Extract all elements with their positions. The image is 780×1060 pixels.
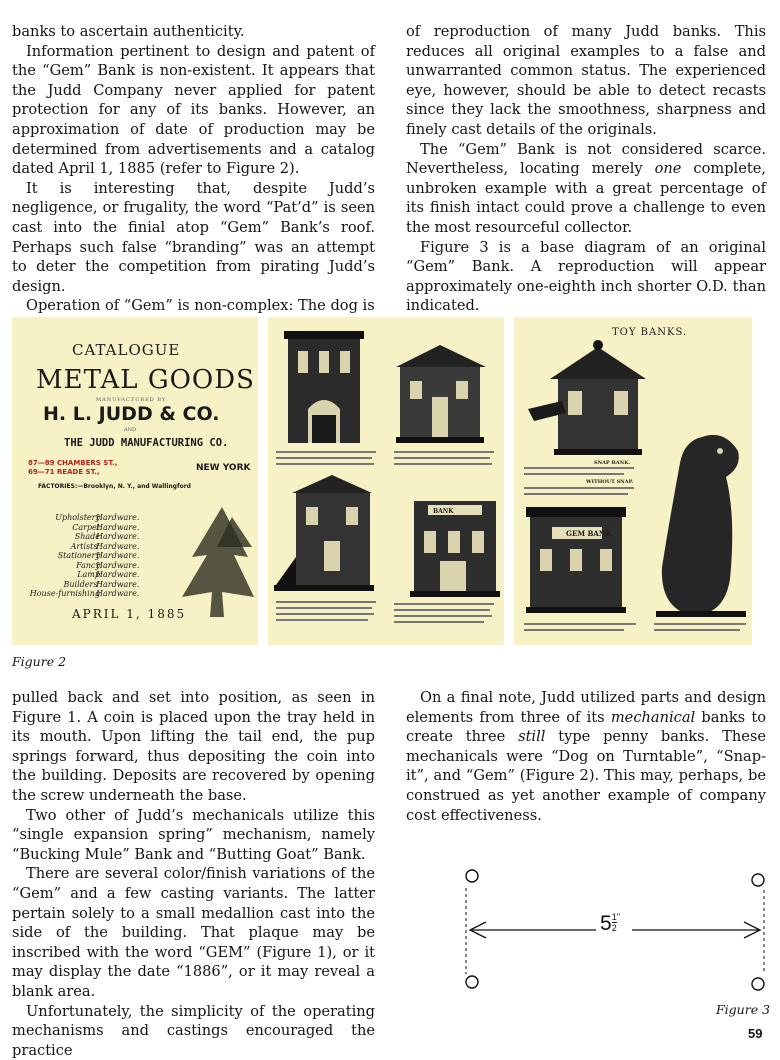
toy-banks-header: TOY BANKS.: [612, 327, 687, 338]
article-column-bottom-left: [12, 688, 375, 1060]
catalog-address-1: 87—89 CHAMBERS ST.,: [28, 459, 117, 467]
catalog-list-item: Hardware.: [96, 551, 139, 561]
article-column-top-left: [12, 22, 375, 316]
bank-engravings: [268, 317, 504, 645]
dimension-unit: ": [617, 912, 620, 922]
paragraph: [12, 806, 375, 865]
emphasis: mechanical: [611, 709, 695, 726]
paragraph: [12, 1002, 375, 1060]
cottage-bank-illustration: [396, 345, 486, 443]
text-run: Figure 3 is a base diagram of an original “Gem” Bank. A reproduction will appear approximately one-eighth inch shorter O.D. than indicated.: [406, 239, 766, 315]
text-run: of reproduction of many Judd banks. This reduces all original examples to a false and unwarranted common status. The experienced eye, however, should be able to detect recasts since they lack the smoothness, sharpness and finely cast details of the originals.: [406, 23, 766, 138]
catalog-list-item: Shade: [28, 532, 100, 542]
catalog-list-item: Carpet: [28, 523, 100, 533]
text-run: Two other of Judd’s mechanicals utilize this “single expansion spring” mechanism, namely “Bucking Mule” Bank and “Butting Goat” Bank.: [12, 807, 375, 863]
paragraph: [406, 688, 766, 825]
dimension-denominator: 2: [612, 923, 617, 933]
catalog-company-short: H. L. JUDD & CO.: [43, 403, 219, 425]
bear-bank-illustration: [656, 435, 746, 617]
catalog-list-item: Hardware.: [96, 561, 139, 571]
catalog-list-item: House-furnishing: [28, 589, 100, 599]
figure-2-catalog-cover: [12, 317, 258, 645]
paragraph: [12, 42, 375, 179]
paragraph: [406, 238, 766, 316]
text-run: Information pertinent to design and patent of the “Gem” Bank is non-existent. It appears that the Judd Company never applied for patent protection for any of its banks. However, an approximation of date of production may be determined from advertisements and a catalog dated April 1, 1885 (refer to Figure 2).: [12, 43, 375, 178]
catalog-list-item: Hardware.: [96, 523, 139, 533]
catalog-factories: FACTORIES:—Brooklyn, N. Y., and Wallingford: [38, 483, 191, 490]
paragraph: [12, 179, 375, 297]
catalog-title: METAL GOODS: [36, 365, 255, 395]
text-run: banks to ascertain authenticity.: [12, 23, 245, 40]
text-run: Unfortunately, the simplicity of the operating mechanisms and castings encouraged the practice: [12, 1003, 375, 1059]
catalog-list-item: Stationery: [28, 551, 100, 561]
catalog-heading: CATALOGUE: [72, 341, 180, 359]
dimension-label: [600, 912, 620, 936]
catalog-company-full: THE JUDD MANUFACTURING CO.: [64, 437, 228, 449]
bank-plaque-text: BANK: [433, 508, 453, 515]
article-column-top-right: [406, 22, 766, 316]
catalog-address-2: 69—71 READE ST.,: [28, 468, 100, 476]
figure-2-toy-banks-page: [514, 317, 752, 645]
base-hole-top-right: [752, 874, 764, 886]
catalog-list-item: Hardware.: [96, 589, 139, 599]
text-run: banks to create three: [406, 709, 766, 746]
catalog-list-item: Builders’: [28, 580, 100, 590]
paragraph: [12, 688, 375, 806]
catalog-list-item: Hardware.: [96, 580, 139, 590]
dimension-numerator: 1: [612, 912, 617, 923]
without-snap-label: WITHOUT SNAP.: [586, 479, 633, 485]
catalog-list-item: Artists’: [28, 542, 100, 552]
dimension-whole: 5: [600, 912, 612, 935]
paragraph: [406, 140, 766, 238]
catalog-list-item: Upholstery: [28, 513, 100, 523]
corner-building-bank-illustration: [274, 475, 374, 591]
text-run: The “Gem” Bank is not considered scarce. Nevertheless, locating merely: [406, 141, 766, 178]
text-run: It is interesting that, despite Judd’s negligence, or frugality, the word “Pat’d” is seen cast into the finial atop “Gem” Bank’s roof. Perhaps such false “branding” was an attempt to deter the competition from pirating Judd’s design.: [12, 180, 375, 295]
figure-3-caption: Figure 3: [716, 1002, 770, 1017]
gem-bank-dog-illustration: [528, 340, 646, 455]
base-hole-bottom-left: [466, 976, 478, 988]
text-run: Operation of “Gem” is non-complex: The dog is: [26, 297, 375, 314]
text-run: complete, unbroken example with a great percentage of its finish intact could prove a challenge to even the most resourceful collector.: [406, 160, 766, 236]
paragraph: [12, 864, 375, 1001]
catalog-category-list: [28, 513, 100, 599]
catalog-and: AND: [124, 427, 136, 433]
article-column-bottom-right: [406, 688, 766, 825]
catalog-manufactured-by: MANUFACTURED BY: [96, 397, 166, 403]
catalog-date: APRIL 1, 1885: [72, 607, 186, 621]
gem-building-bank-illustration: [526, 507, 626, 613]
catalog-city: NEW YORK: [196, 463, 251, 473]
figure-2-caption: Figure 2: [12, 654, 66, 669]
base-hole-top-left: [466, 870, 478, 882]
figure-2-catalog-page-banks: [268, 317, 504, 645]
catalog-list-item: Hardware.: [96, 542, 139, 552]
bank-with-plaque-illustration: [410, 501, 500, 597]
catalog-list-item: Hardware.: [96, 532, 139, 542]
catalog-list-item: Hardware.: [96, 513, 139, 523]
catalog-list-item: Fancy: [28, 561, 100, 571]
paragraph: [12, 22, 375, 42]
gem-plaque-text: GEM BANK: [566, 529, 611, 538]
emphasis: one: [655, 160, 682, 177]
snap-bank-label: SNAP BANK.: [594, 460, 630, 466]
tall-building-bank-illustration: [284, 331, 364, 443]
text-run: pulled back and set into position, as seen in Figure 1. A coin is placed upon the tray held in its mouth. Upon lifting the tail end, the pup springs forward, thus depositing the coin into the building. Deposits are recovered by opening the screw underneath the base.: [12, 689, 375, 804]
paragraph: [12, 296, 375, 316]
text-run: On a final note, Judd utilized parts and design elements from three of its: [406, 689, 766, 726]
text-run: There are several color/finish variations of the “Gem” and a few casting variants. The latter pertain solely to a small medallion cast into the side of the building. That plaque may be inscribed with the word “GEM” (Figure 1), or it may display the date “1886”, or it may reveal a blank area.: [12, 865, 375, 1000]
base-hole-bottom-right: [752, 978, 764, 990]
catalog-list-item: Hardware.: [96, 570, 139, 580]
text-run: type penny banks. These mechanicals were “Dog on Turntable”, “Snap-it”, and “Gem” (Figure 2). This may, perhaps, be construed as yet another example of company cost effectiveness.: [406, 728, 766, 823]
page-number: 59: [748, 1026, 762, 1041]
catalog-list-item: Lamp: [28, 570, 100, 580]
emphasis: still: [518, 728, 545, 745]
tree-engraving: [162, 497, 258, 617]
paragraph: [406, 22, 766, 140]
catalog-hardware-list: [96, 513, 139, 599]
